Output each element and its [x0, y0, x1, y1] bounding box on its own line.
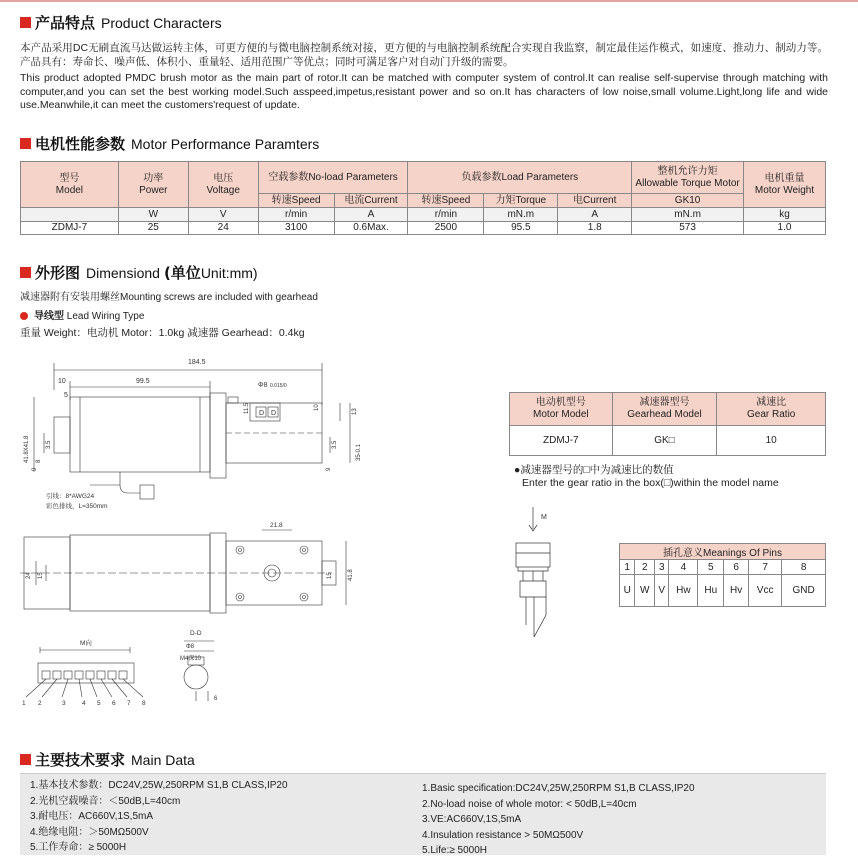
main-data-box [20, 773, 826, 855]
header-model: 型号 Model [21, 162, 119, 208]
unit-cell [21, 208, 119, 222]
model-table [509, 392, 826, 456]
gear-ratio-value: 10 [717, 426, 826, 456]
product-description-en: This product adopted PMDC brush motor as the main part of rotor.It can be matched with computer system of control.It can realise self-supervise through matching with computer,and you can set the best working model.Such asspeed,impetus,resistant power and so on.It has characters of low noise,small volume.Light,long life and wide use.Meanwhile,it can meet the customers'request of update. [20, 72, 828, 111]
header-weight: 电机重量 Motor Weight [744, 162, 826, 208]
dd-view-label: D-D [190, 630, 202, 637]
dd-m4: M4深10 [180, 656, 202, 662]
gearhead-model-value: GK□ [612, 426, 717, 456]
motor-performance-heading [20, 133, 319, 154]
value-cell: 0.6Max. [334, 222, 408, 235]
header-noload-current: 电流Current [334, 194, 408, 208]
dim-phi8-tol: 0.015/0 [270, 383, 287, 389]
motor-performance-table [20, 161, 826, 235]
header-motor-model: 电动机型号 Motor Model [510, 393, 613, 426]
value-cell: 1.8 [558, 222, 632, 235]
dimension-title-zh: 外形图 [35, 264, 81, 282]
pin-meanings-table [619, 543, 826, 607]
dim-8: 8 [36, 459, 42, 463]
dd-phi8: Φ8 [186, 644, 195, 650]
header-voltage: 电压 Voltage [188, 162, 258, 208]
unit-cell: r/min [408, 208, 484, 222]
value-cell: ZDMJ-7 [21, 222, 119, 235]
dim-24: 24 [26, 572, 32, 579]
dimension-title-en: Dimensiond [86, 264, 160, 281]
pin-signal: GND [782, 575, 826, 607]
motor-top-view [20, 530, 346, 613]
pin-num-5: 5 [97, 700, 101, 707]
dim-5: 5 [64, 392, 68, 399]
dim-41-8b: 41.8 [348, 569, 354, 581]
m-view-label: M向 [80, 640, 92, 647]
main-data-item: 2.光机空载噪音：＜50dB,L=40cm [30, 795, 181, 807]
main-data-item: 1.基本技术参数：DC24V,25W,250RPM S1,B CLASS,IP20 [30, 780, 288, 791]
header-torque: 整机允许力矩 Allowable Torque Motor [632, 162, 744, 194]
pin-num-8: 8 [142, 700, 146, 707]
top-border [0, 0, 858, 2]
unit-cell: V [188, 208, 258, 222]
main-data-right [422, 781, 695, 859]
dimension-unit-en: Unit:mm) [200, 264, 258, 281]
pin-number: 1 [620, 560, 635, 575]
value-cell: 2500 [408, 222, 484, 235]
dim-10b: 10 [314, 404, 320, 411]
value-cell: 25 [118, 222, 188, 235]
main-data-item: 1.Basic specification:DC24V,25W,250RPM S1,B CLASS,IP20 [422, 783, 695, 794]
connector-m-view [26, 647, 143, 697]
dim-3-5-right: 3.5 [332, 440, 338, 449]
unit-cell: A [334, 208, 408, 222]
header-load-torque: 力矩Torque [484, 194, 558, 208]
dimension-unit-zh: (单位 [163, 264, 201, 282]
main-data-item: 4.Insulation resistance > 50MΩ500V [422, 829, 584, 841]
header-gear-ratio: 减速比 Gear Ratio [717, 393, 826, 426]
pin-signal: Hu [698, 575, 724, 607]
pin-table-title: 插孔意义Meanings Of Pins [620, 544, 826, 560]
dim-phi8: Φ8 [258, 382, 268, 389]
weight-line: 重量 Weight：电动机 Motor：1.0kg 减速器 Gearhead：0.4kg [20, 327, 305, 339]
header-load-speed: 转速Speed [408, 194, 484, 208]
pin-signal: V [655, 575, 669, 607]
header-load-current: 电Current [558, 194, 632, 208]
pin-number: 6 [724, 560, 749, 575]
dimension-drawing [0, 345, 500, 710]
product-characters-title-en: Product Characters [101, 14, 222, 31]
main-data-heading [20, 749, 195, 770]
product-description-zh: 本产品采用DC无刷直流马达做运转主体，可更方便的与微电脑控制系统对接，更方便的与电脑控制系统配合实现自我监察，制定最佳运作模式，如速度、推动力、制动力等。产品具有：寿命长、噪声低、体积小、重量轻、适用范围广等优点；同时可满足客户对自动门升级的需要。 [20, 42, 828, 68]
main-data-item: 3.VE:AC660V,1S,5mA [422, 814, 522, 825]
header-gearhead-model: 减速器型号 Gearhead Model [612, 393, 717, 426]
pin-number: 8 [782, 560, 826, 575]
pin-num-4: 4 [82, 700, 86, 707]
header-power: 功率 Power [118, 162, 188, 208]
motor-performance-title-en: Motor Performance Paramters [131, 135, 320, 152]
dim-10: 10 [58, 378, 66, 385]
header-load: 负载参数Load Parameters [408, 162, 632, 194]
unit-cell: r/min [258, 208, 334, 222]
dim-11-5: 11.5 [244, 402, 250, 414]
pin-number: 3 [655, 560, 669, 575]
unit-cell: A [558, 208, 632, 222]
mounting-screws-note: 减速器附有安装用螺丝Mounting screws are included with gearhead [20, 292, 318, 303]
dim-13: 13 [352, 408, 358, 415]
dim-3-5-left: 3.5 [46, 440, 52, 449]
unit-cell: mN.m [484, 208, 558, 222]
main-data-title-zh: 主要技术要求 [35, 751, 126, 769]
gear-ratio-note-en: Enter the gear ratio in the box(□)within the model name [522, 477, 779, 489]
pin-number: 4 [669, 560, 698, 575]
dim-21-8: 21.8 [270, 522, 283, 529]
product-characters-title-zh: 产品特点 [35, 14, 96, 32]
unit-cell: kg [744, 208, 826, 222]
pin-number: 7 [749, 560, 782, 575]
lead-label: 引线：8*AWG24 [46, 493, 95, 500]
dim-15-left: 15 [38, 572, 44, 579]
dim-body: 99.5 [136, 378, 150, 385]
value-cell: 1.0 [744, 222, 826, 235]
header-noload: 空载参数No-load Parameters [258, 162, 408, 194]
pin-signal: W [635, 575, 655, 607]
dim-total: 184.5 [188, 359, 206, 366]
header-gk: GK10 [632, 194, 744, 208]
lead-wiring-type: 导线型 Lead Wiring Type [20, 307, 144, 322]
unit-cell: mN.m [632, 208, 744, 222]
dim-d-left: D [259, 410, 265, 417]
dim-35-01: 35-0.1 [356, 443, 362, 461]
section-marker-icon [20, 17, 31, 28]
section-marker-icon [20, 754, 31, 765]
pin-signal: U [620, 575, 635, 607]
unit-cell: W [118, 208, 188, 222]
gear-ratio-note-zh: ●减速器型号的□中为减速比的数值 [514, 464, 674, 476]
dim-15-right: 15 [327, 572, 333, 579]
motor-side-view [34, 363, 350, 499]
bullet-icon [20, 312, 28, 320]
cable-sketch [510, 505, 570, 645]
value-cell: 95.5 [484, 222, 558, 235]
product-characters-heading [20, 12, 222, 33]
motor-performance-title-zh: 电机性能参数 [35, 135, 126, 153]
main-data-left [30, 778, 288, 856]
value-cell: 24 [188, 222, 258, 235]
dd-6: 6 [214, 696, 218, 702]
pin-signal: Hw [669, 575, 698, 607]
dim-d-right: D [271, 410, 277, 417]
main-data-item: 2.No-load noise of whole motor: < 50dB,L=40cm [422, 798, 637, 810]
header-noload-speed: 转速Speed [258, 194, 334, 208]
pin-number: 2 [635, 560, 655, 575]
main-data-item: 5.Life:≥ 5000H [422, 845, 487, 856]
value-cell: 3100 [258, 222, 334, 235]
dim-41-8: 41.8X41.8 [24, 435, 30, 463]
pin-num-1: 1 [22, 700, 26, 707]
main-data-item: 4.绝缘电阻：＞50MΩ500V [30, 826, 149, 838]
dim-9-right: 9 [326, 467, 332, 471]
main-data-item: 3.耐电压：AC660V,1S,5mA [30, 811, 154, 822]
main-data-title-en: Main Data [131, 751, 195, 768]
pin-number: 5 [698, 560, 724, 575]
main-data-item: 5.工作寿命：≥ 5000H [30, 842, 127, 853]
pin-signal: Hv [724, 575, 749, 607]
dim-9-left: 9 [32, 467, 38, 471]
section-marker-icon [20, 267, 31, 278]
lead-label2: 彩色排线，L=350mm [46, 503, 108, 510]
arrow-m-label: M [541, 514, 547, 521]
dimension-heading [20, 262, 258, 283]
pin-num-6: 6 [112, 700, 116, 707]
dd-section [184, 641, 214, 701]
section-marker-icon [20, 138, 31, 149]
pin-num-3: 3 [62, 700, 66, 707]
pin-num-2: 2 [38, 700, 42, 707]
pin-signal: Vcc [749, 575, 782, 607]
motor-model-value: ZDMJ-7 [510, 426, 613, 456]
value-cell: 573 [632, 222, 744, 235]
pin-num-7: 7 [127, 700, 131, 707]
